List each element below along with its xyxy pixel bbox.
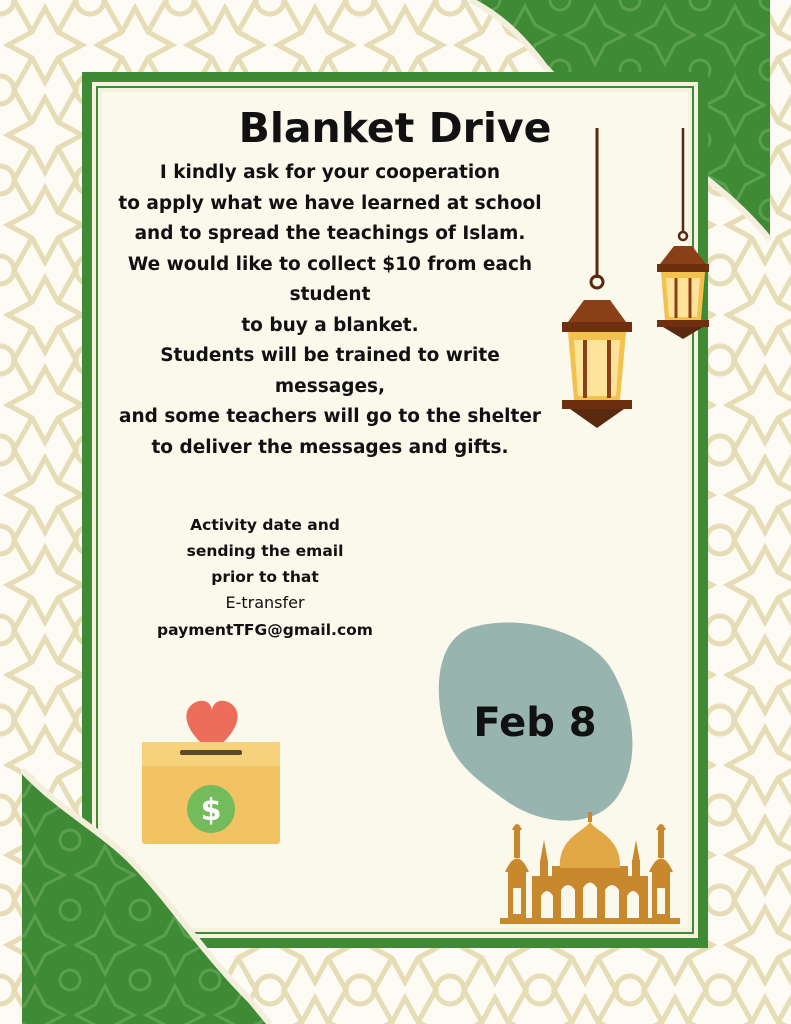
- etransfer-label: E-transfer: [225, 593, 305, 612]
- message-line: I kindly ask for your cooperation: [159, 162, 501, 183]
- activity-info: [120, 512, 410, 644]
- message-line: to buy a blanket.: [241, 314, 419, 336]
- message-line: and some teachers will go to the shelter: [119, 406, 541, 427]
- event-date: Feb 8: [473, 700, 597, 746]
- payment-email: paymentTFG@gmail.com: [157, 621, 373, 639]
- message-line: We would like to collect $10 from each: [127, 253, 533, 275]
- message-line: messages,: [274, 375, 386, 397]
- info-line: prior to that: [211, 568, 319, 586]
- message-line: to apply what we have learned at school: [118, 192, 542, 214]
- message-line: and to spread the teachings of Islam.: [134, 223, 526, 244]
- message-body: [100, 158, 560, 463]
- dollar-coin-icon: [187, 785, 235, 833]
- info-line: Activity date and: [190, 516, 340, 534]
- info-line: sending the email: [186, 542, 344, 560]
- message-line: Students will be trained to write: [160, 345, 500, 366]
- message-line: to deliver the messages and gifts.: [151, 436, 509, 458]
- dollar-symbol: $: [200, 793, 222, 828]
- message-line: student: [289, 284, 371, 305]
- poster-title: Blanket Drive: [238, 104, 552, 152]
